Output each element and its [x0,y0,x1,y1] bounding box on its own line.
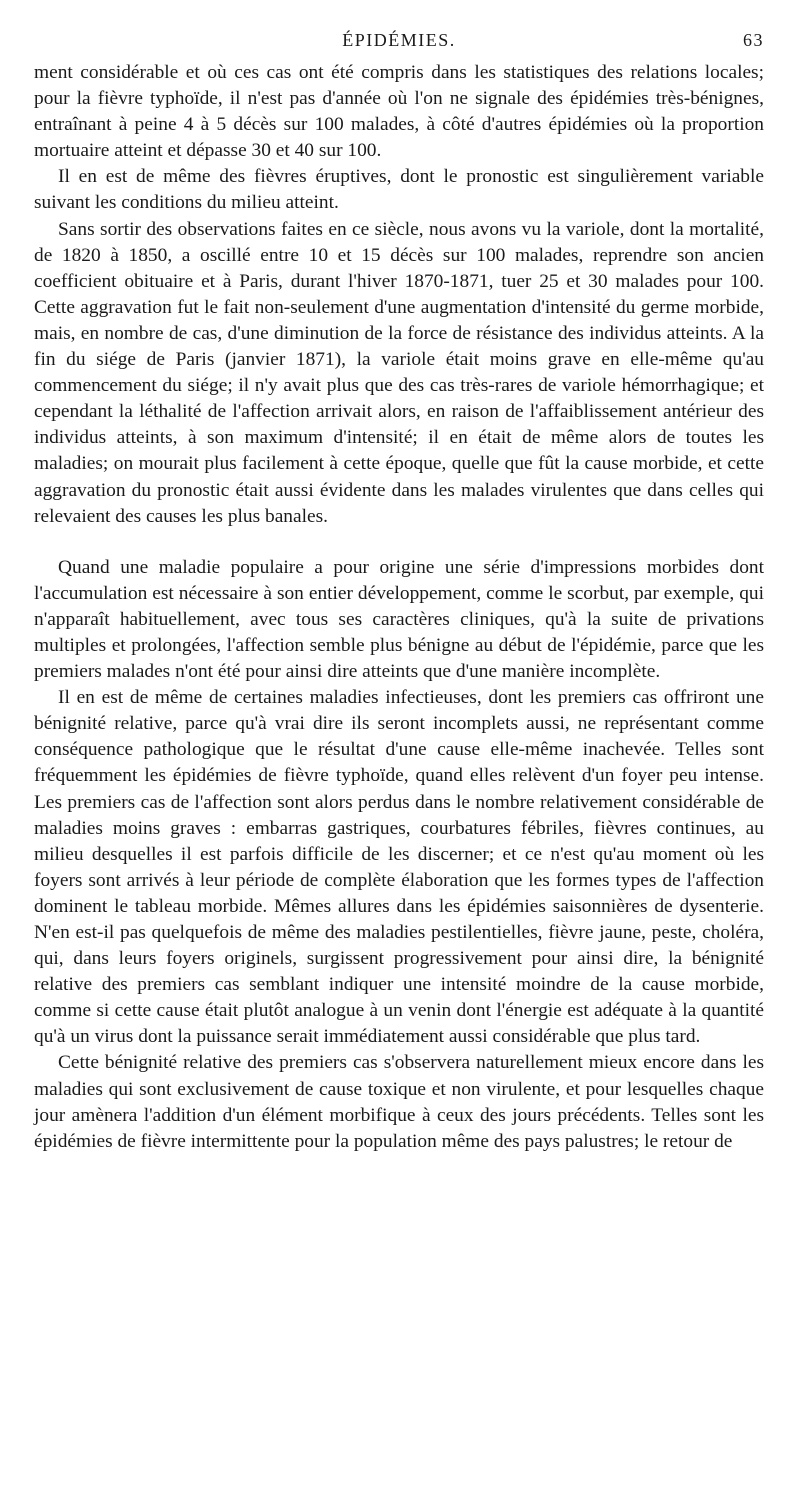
paragraph: Sans sortir des observations faites en ce siècle, nous avons vu la variole, dont la mortalité, de 1820 à 1850, a oscillé entre 10 et 15 décès sur 100 malades, reprendre son ancien coefficient obituaire et à Paris, durant l'hiver 1870-1871, tuer 25 et 30 malades pour 100. Cette aggravation fut le fait non-seulement d'une augmentation d'intensité du germe morbide, mais, en nombre de cas, d'une diminution de la force de résistance des individus atteints. A la fin du siége de Paris (janvier 1871), la variole était moins grave en elle-même qu'au commencement du siége; il n'y avait plus que des cas très-rares de variole hémorrhagique; et cependant la léthalité de l'affection arrivait alors, en raison de l'affaiblissement antérieur des individus atteints, à son maximum d'intensité; il en était de même alors de toutes les maladies; on mourait plus facilement à cette époque, quelle que fût la cause morbide, et cette aggravation du pronostic était aussi évidente dans les malades virulentes que dans celles qui relevaient des causes les plus banales. [34,218,764,527]
book-page [34,30,764,1155]
page-number: 63 [743,30,764,50]
body-text [34,60,764,1155]
running-title: ÉPIDÉMIES. [342,30,456,50]
section-gap [34,530,764,555]
paragraph: Cette bénignité relative des premiers cas s'observera naturellement mieux encore dans les maladies qui sont exclusivement de cause toxique et non virulente, et pour lesquelles chaque jour amènera l'addition d'un élément morbifique à ceux des jours précédents. Telles sont les épidémies de fièvre intermittente pour la population même des pays palustres; le retour de [34,1052,764,1152]
paragraph: Quand une maladie populaire a pour origine une série d'impressions morbides dont l'accumulation est nécessaire à son entier développement, comme le scorbut, par exemple, qui n'apparaît habituellement, avec tous ses caractères cliniques, qu'à la suite de privations multiples et prolongées, l'affection semble plus bénigne au début de l'épidémie, parce que les premiers malades n'ont été pour ainsi dire atteints que d'une manière incomplète. [34,556,764,683]
paragraph: Il en est de même de certaines maladies infectieuses, dont les premiers cas offriront une bénignité relative, parce qu'à vrai dire ils seront incomplets aussi, ne représentant comme conséquence pathologique que le résultat d'une cause elle-même inachevée. Telles sont fréquemment les épidémies de fièvre typhoïde, quand elles relèvent d'un foyer peu intense. Les premiers cas de l'affection sont alors perdus dans le nombre relativement considérable de maladies moins graves : embarras gastriques, courbatures fébriles, fièvres continues, au milieu desquelles il est parfois difficile de les discerner; et ce n'est qu'au moment où les foyers sont arrivés à leur période de complète élaboration que les formes types de l'affection dominent le tableau morbide. Mêmes allures dans les épidémies saisonnières de dysenterie. N'en est-il pas quelquefois de même des maladies pestilentielles, fièvre jaune, peste, choléra, qui, dans leurs foyers originels, surgissent progressivement pour ainsi dire, la bénignité relative des premiers cas semblant indiquer une intensité moindre de la cause morbide, comme si cette cause était plutôt analogue à un venin dont l'énergie est adéquate à la quantité qu'à un virus dont la puissance serait immédiatement aussi considérable que plus tard. [34,687,764,1048]
running-head [34,30,764,54]
paragraph: Il en est de même des fièvres éruptives, dont le pronostic est singulièrement variable suivant les conditions du milieu atteint. [34,166,764,214]
paragraph-continuation: ment considérable et où ces cas ont été compris dans les statistiques des relations locales; pour la fièvre typhoïde, il n'est pas d'année où l'on ne signale des épidémies très-bénignes, entraînant à peine 4 à 5 décès sur 100 malades, à côté d'autres épidémies où la proportion mortuaire atteint et dépasse 30 et 40 sur 100. [34,62,764,162]
